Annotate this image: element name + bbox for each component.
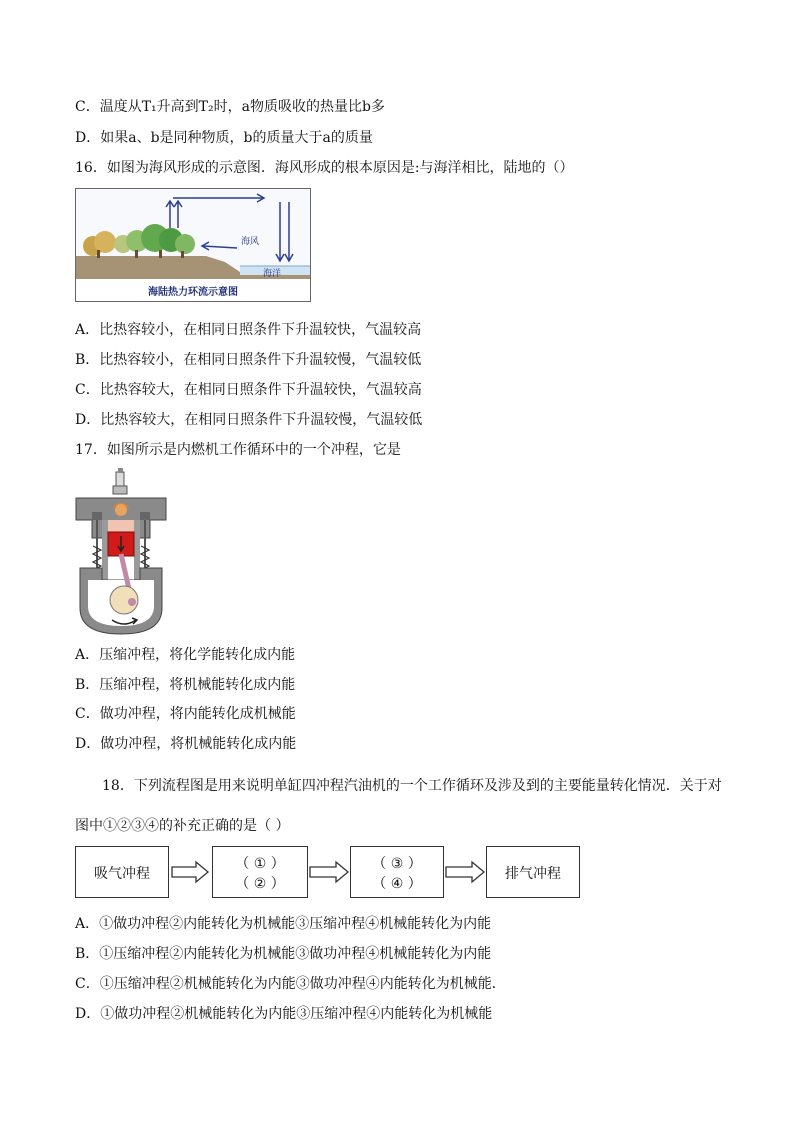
flow-box-3 [350, 846, 444, 898]
q16-option-c: C．比热容较大，在相同日照条件下升温较快，气温较高 [75, 382, 422, 398]
q15-option-c: C．温度从T₁升高到T₂时，a物质吸收的热量比b多 [75, 99, 385, 115]
flow-box-exhaust-label: 排气冲程 [505, 866, 561, 882]
sea-label: 海洋 [263, 269, 282, 279]
q17-option-d: D．做功冲程，将机械能转化成内能 [75, 736, 297, 752]
q18-option-a: A．①做功冲程②内能转化为机械能③压缩冲程④机械能转化为内能 [75, 916, 492, 932]
q18-stem-line2: 图中①②③④的补充正确的是（ ） [75, 818, 290, 834]
q18-option-b: B．①压缩冲程②内能转化为机械能③做功冲程④机械能转化为内能 [75, 946, 492, 962]
flow-box-3-line1: （ ③ ） [372, 856, 422, 872]
flow-box-exhaust [486, 846, 580, 898]
q18-stem-line1: 18．下列流程图是用来说明单缸四冲程汽油机的一个工作循环及涉及到的主要能量转化情况．关于对 [102, 778, 722, 794]
q17-option-b: B．压缩冲程，将机械能转化成内能 [75, 677, 296, 693]
flow-arrow-icon [444, 860, 486, 884]
q16-option-d: D．比热容较大，在相同日照条件下升温较慢，气温较低 [75, 412, 423, 428]
engine-cylinder-diagram [72, 468, 170, 636]
q16-option-b: B．比热容较小，在相同日照条件下升温较慢，气温较低 [75, 352, 422, 368]
flow-box-2-line2: （ ② ） [235, 876, 285, 892]
sea-breeze-label: 海风 [241, 237, 260, 247]
diagram-caption: 海陆热力环流示意图 [148, 287, 238, 298]
q17-stem: 17．如图所示是内燃机工作循环中的一个冲程，它是 [75, 442, 401, 458]
flow-box-intake [75, 846, 169, 898]
flow-box-2-line1: （ ① ） [235, 856, 285, 872]
flow-box-2 [212, 846, 308, 898]
q17-option-c: C．做功冲程，将内能转化成机械能 [75, 706, 296, 722]
flow-box-intake-label: 吸气冲程 [94, 866, 150, 882]
q16-stem: 16．如图为海风形成的示意图．海风形成的根本原因是:与海洋相比，陆地的（） [75, 160, 574, 176]
sea-breeze-diagram [75, 188, 311, 302]
q17-option-a: A．压缩冲程，将化学能转化成内能 [75, 647, 296, 663]
flow-arrow-icon [308, 860, 350, 884]
q18-option-d: D．①做功冲程②机械能转化为内能③压缩冲程④内能转化为机械能 [75, 1006, 493, 1022]
flow-box-3-line2: （ ④ ） [372, 876, 422, 892]
q18-option-c: C．①压缩冲程②机械能转化为内能③做功冲程④内能转化为机械能． [75, 976, 506, 992]
flow-arrow-icon [170, 860, 210, 884]
q15-option-d: D．如果a、b是同种物质，b的质量大于a的质量 [75, 130, 373, 146]
q16-option-a: A．比热容较小，在相同日照条件下升温较快，气温较高 [75, 322, 422, 338]
